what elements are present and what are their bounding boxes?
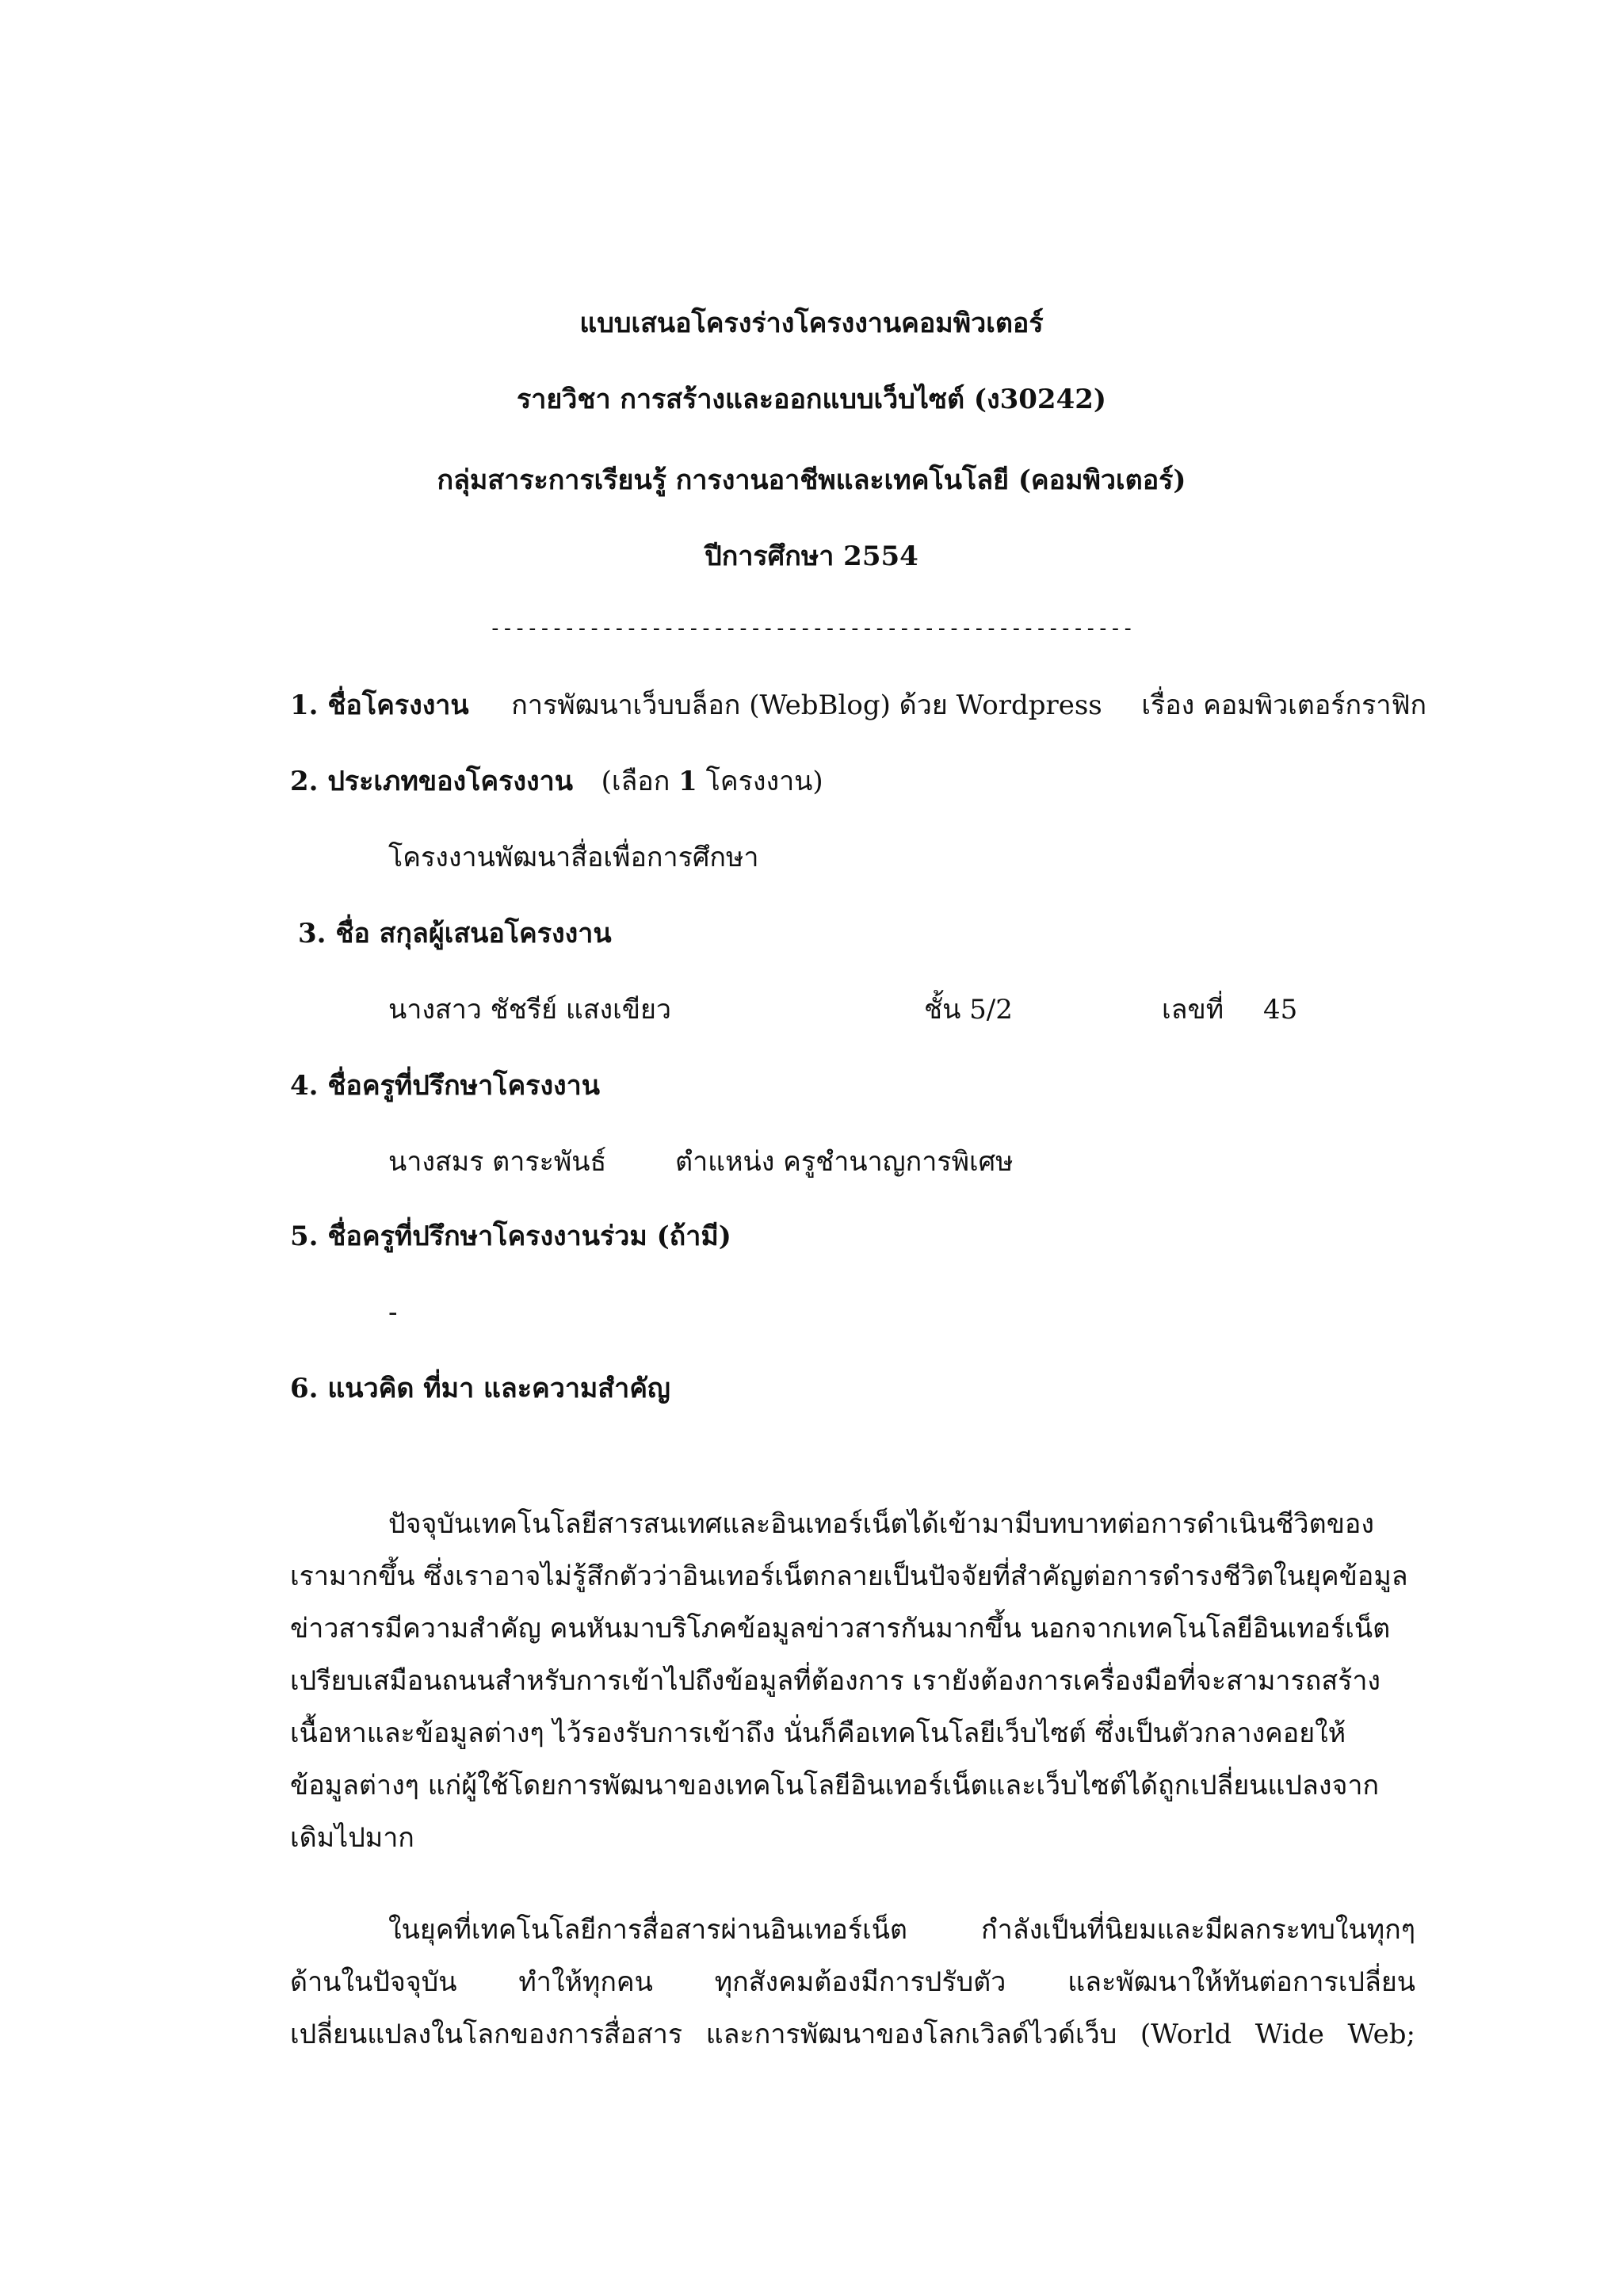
project-type-value: โครงงานพัฒนาสื่อเพื่อการศึกษา (388, 842, 759, 873)
proposer-class: ชั้น 5/2 (924, 994, 1013, 1026)
background-label: 6. แนวคิด ที่มา และความสำคัญ (290, 1373, 670, 1404)
project-type-row (290, 764, 823, 799)
paragraph-line: ข่าวสารมีความสำคัญ คนหันมาบริโภคข้อมูลข่าวสารกันมากขึ้น นอกจากเทคโนโลยีอินเทอร์เน็ต (290, 1613, 1391, 1645)
background-paragraph-1 (290, 1498, 1415, 1864)
paragraph-line: เดิมไปมาก (290, 1822, 414, 1854)
academic-year-line: ปีการศึกษา 2554 (705, 541, 918, 572)
project-type-label: 2. ประเภทของโครงงาน (290, 766, 573, 797)
paragraph-line: เปรียบเสมือนถนนสำหรับการเข้าไปถึงข้อมูลที่ต้องการ เรายังต้องการเครื่องมือที่จะสามารถสร้าง (290, 1665, 1381, 1697)
proposer-label: 3. ชื่อ สกุลผู้เสนอโครงงาน (298, 918, 612, 949)
advisor-name: นางสมร ตาระพันธ์ (388, 1146, 607, 1178)
co-advisor-value: - (388, 1297, 398, 1328)
co-advisor-label: 5. ชื่อครูที่ปรึกษาโครงงานร่วม (ถ้ามี) (290, 1221, 731, 1252)
project-name-label: 1. ชื่อโครงงาน (290, 690, 469, 721)
paragraph-line: ปัจจุบันเทคโนโลยีสารสนเทศและอินเทอร์เน็ตได้เข้ามามีบทบาทต่อการดำเนินชีวิตของ (388, 1508, 1374, 1540)
background-paragraph-2 (290, 1904, 1415, 2061)
paragraph-line: ด้านในปัจจุบัน ทำให้ทุกคน ทุกสังคมต้องมีการปรับตัว และพัฒนาให้ทันต่อการเปลี่ยน (290, 1966, 1415, 1998)
project-name-row (290, 688, 1426, 723)
paragraph-line: เปลี่ยนแปลงในโลกของการสื่อสาร และการพัฒนาของโลกเวิลด์ไวด์เว็บ (World Wide Web; (290, 2019, 1415, 2050)
project-topic: เรื่อง คอมพิวเตอร์กราฟิก (1141, 690, 1427, 721)
proposer-number-label: เลขที่ (1162, 994, 1224, 1026)
advisor-position: ตำแหน่ง ครูชำนาญการพิเศษ (675, 1146, 1014, 1178)
learning-group-line: กลุ่มสาระการเรียนรู้ การงานอาชีพและเทคโนโลยี (คอมพิวเตอร์) (437, 464, 1186, 496)
paragraph-line: ข้อมูลต่างๆ แก่ผู้ใช้โดยการพัฒนาของเทคโนโลยีอินเทอร์เน็ตและเว็บไซต์ได้ถูกเปลี่ยนแปลงจาก (290, 1770, 1380, 1801)
paragraph-line: เรามากขึ้น ซึ่งเราอาจไม่รู้สึกตัวว่าอินเทอร์เน็ตกลายเป็นปัจจัยที่สำคัญต่อการดำรงชีวิตในยุคข้อมูล (290, 1561, 1408, 1592)
project-type-note-open: (เลือก (601, 766, 670, 797)
project-type-note-close: โครงงาน) (705, 766, 823, 797)
divider: ---------------------------------------------------- (489, 617, 1134, 640)
document-title: แบบเสนอโครงร่างโครงงานคอมพิวเตอร์ (579, 308, 1044, 339)
advisor-label: 4. ชื่อครูที่ปรึกษาโครงงาน (290, 1070, 600, 1102)
proposer-name: นางสาว ชัชรีย์ แสงเขียว (388, 994, 671, 1026)
paragraph-line: เนื้อหาและข้อมูลต่างๆ ไว้รองรับการเข้าถึง นั่นก็คือเทคโนโลยีเว็บไซต์ ซึ่งเป็นตัวกลางคอยให้ (290, 1717, 1346, 1749)
project-name-value: การพัฒนาเว็บบล็อก (WebBlog) ด้วย Wordpress (511, 690, 1102, 721)
proposer-number: 45 (1263, 994, 1298, 1026)
project-type-note-num: 1 (678, 766, 697, 797)
paragraph-line: ในยุคที่เทคโนโลยีการสื่อสารผ่านอินเทอร์เน็ต กำลังเป็นที่นิยมและมีผลกระทบในทุกๆ (388, 1914, 1415, 1946)
subject-line: รายวิชา การสร้างและออกแบบเว็บไซต์ (ง30242) (517, 384, 1106, 415)
